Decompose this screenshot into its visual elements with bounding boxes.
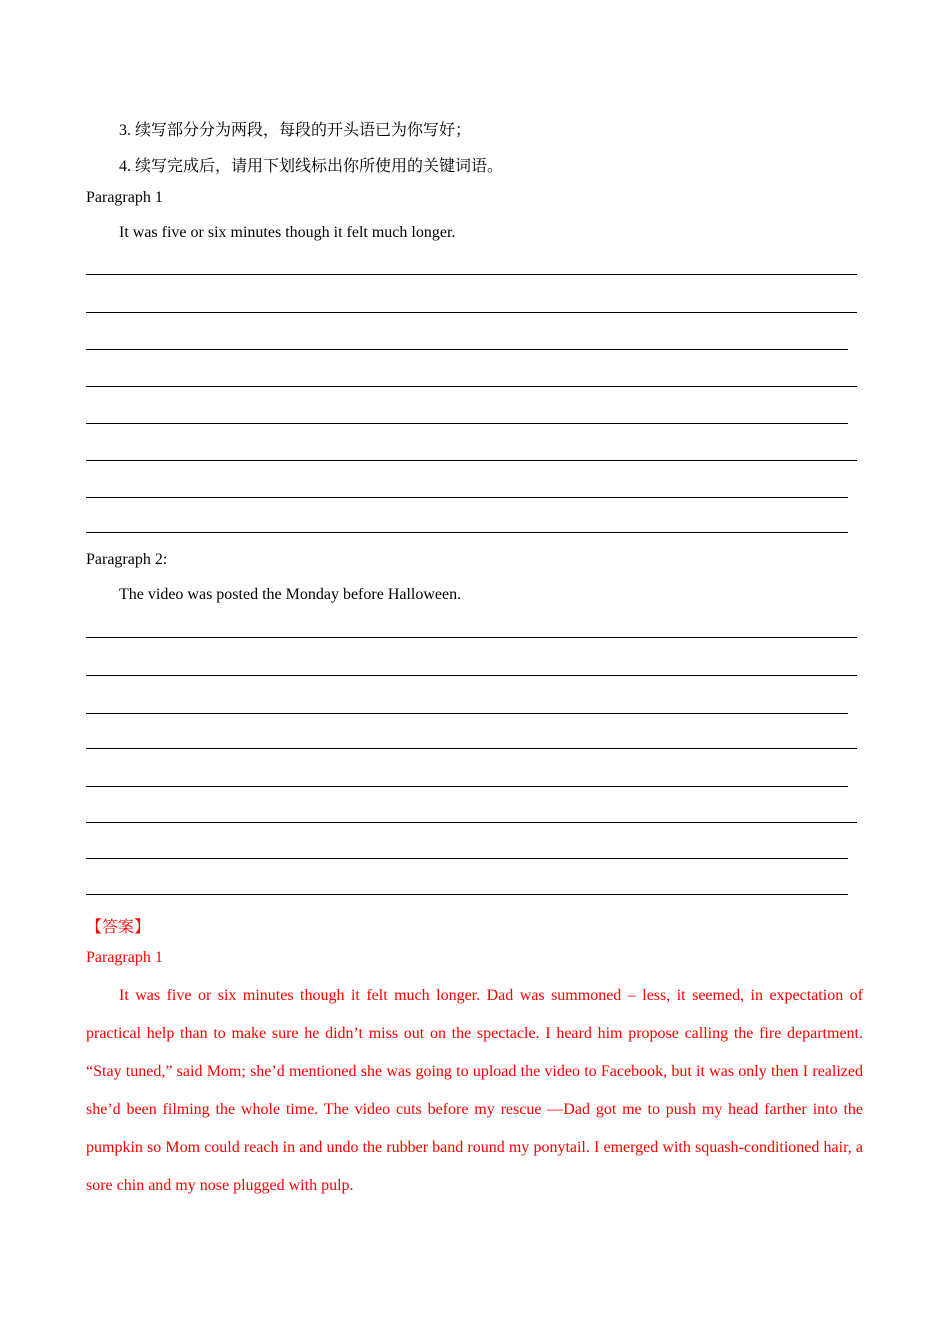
answer-text: It was five or six minutes though it felt much longer. Dad was summoned – less, it seemed, in expectation of practical help than to make sure he didn’t miss out on the spectacle. I heard him propose calling the fire department. “Stay tuned,” said Mom; she’d mentioned she was going to upload the video to Facebook, but it was only then I realized she’d been filming the whole time. The video cuts before my rescue —Dad got me to push my head farther into the pumpkin so Mom could reach in and undo the rubber band round my ponytail. I emerged with squash-conditioned hair, a sore chin and my nose plugged with pulp. bbox=[86, 987, 863, 1194]
writing-line[interactable] bbox=[86, 786, 848, 787]
paragraph1-heading: Paragraph 1 bbox=[86, 189, 163, 206]
paragraph2-opening: The video was posted the Monday before Halloween. bbox=[119, 586, 462, 603]
paragraph1-opening: It was five or six minutes though it felt much longer. bbox=[119, 224, 456, 241]
writing-line[interactable] bbox=[86, 497, 848, 498]
writing-line[interactable] bbox=[86, 386, 857, 387]
writing-line[interactable] bbox=[86, 894, 848, 895]
writing-line[interactable] bbox=[86, 822, 857, 823]
writing-line[interactable] bbox=[86, 675, 857, 676]
instruction-4: 4. 续写完成后，请用下划线标出你所使用的关键词语。 bbox=[119, 158, 504, 175]
instruction-3: 3. 续写部分分为两段，每段的开头语已为你写好； bbox=[119, 122, 472, 139]
writing-line[interactable] bbox=[86, 858, 848, 859]
writing-line[interactable] bbox=[86, 349, 848, 350]
answer-heading: Paragraph 1 bbox=[86, 949, 163, 966]
writing-line[interactable] bbox=[86, 274, 857, 275]
writing-line[interactable] bbox=[86, 312, 857, 313]
paragraph2-heading: Paragraph 2: bbox=[86, 551, 168, 568]
writing-line[interactable] bbox=[86, 460, 857, 461]
writing-line[interactable] bbox=[86, 637, 857, 638]
answer-label: 【答案】 bbox=[86, 919, 151, 936]
writing-line[interactable] bbox=[86, 713, 848, 714]
writing-line[interactable] bbox=[86, 423, 848, 424]
writing-line[interactable] bbox=[86, 532, 848, 533]
writing-line[interactable] bbox=[86, 748, 857, 749]
